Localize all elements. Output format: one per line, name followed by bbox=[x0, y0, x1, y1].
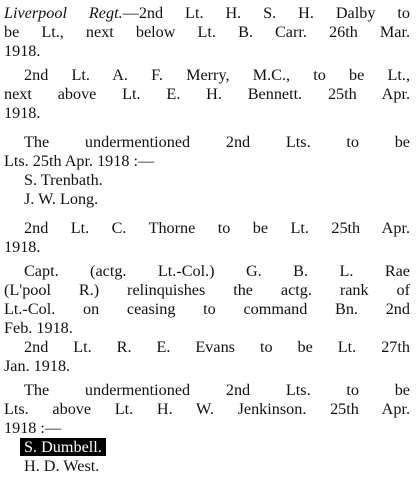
entry-rae-line-3: Lt.-Col. on ceasing to command Bn. 2nd bbox=[4, 300, 410, 318]
entry-undermentioned-2-line-2: Lts. above Lt. H. W. Jenkinson. 25th Apr. bbox=[4, 400, 410, 418]
entry-thorne-line-1: 2nd Lt. C. Thorne to be Lt. 25th Apr. bbox=[24, 219, 410, 237]
name-west: H. D. West. bbox=[24, 457, 100, 475]
entry-merry-line-1: 2nd Lt. A. F. Merry, M.C., to be Lt., bbox=[24, 66, 410, 84]
highlighted-selection[interactable]: S. Dumbell. bbox=[20, 438, 106, 456]
regiment-name: Liverpool Regt. bbox=[4, 4, 123, 22]
entry-evans-line-1: 2nd Lt. R. E. Evans to be Lt. 27th bbox=[24, 338, 410, 356]
entry-merry-line-3: 1918. bbox=[4, 104, 41, 122]
entry-dalby-line-2: be Lt., next below Lt. B. Carr. 26th Mar. bbox=[4, 23, 410, 41]
name-long: J. W. Long. bbox=[24, 190, 99, 208]
entry-undermentioned-1-line-1: The undermentioned 2nd Lts. to be bbox=[24, 133, 410, 151]
entry-rae-line-2: (L'pool R.) relinquishes the actg. rank of bbox=[4, 281, 410, 299]
entry-undermentioned-2-line-3: 1918 :— bbox=[4, 419, 62, 437]
entry-thorne-line-2: 1918. bbox=[4, 238, 41, 256]
entry-undermentioned-1-line-2: Lts. 25th Apr. 1918 :— bbox=[4, 152, 155, 170]
name-trenbath: S. Trenbath. bbox=[24, 171, 103, 189]
entry-dalby-line-3: 1918. bbox=[4, 42, 41, 60]
entry-undermentioned-2-line-1: The undermentioned 2nd Lts. to be bbox=[24, 381, 410, 399]
entry-evans-line-2: Jan. 1918. bbox=[4, 357, 71, 375]
entry-rae-line-1: Capt. (actg. Lt.-Col.) G. B. L. Rae bbox=[24, 262, 410, 280]
entry-rae-line-4: Feb. 1918. bbox=[4, 319, 73, 337]
entry-liverpool-dalby-line-1: Liverpool Regt.—2nd Lt. H. S. H. Dalby to bbox=[4, 4, 410, 22]
name-dumbell bbox=[20, 438, 106, 457]
entry-merry-line-2: next above Lt. E. H. Bennett. 25th Apr. bbox=[4, 85, 410, 103]
